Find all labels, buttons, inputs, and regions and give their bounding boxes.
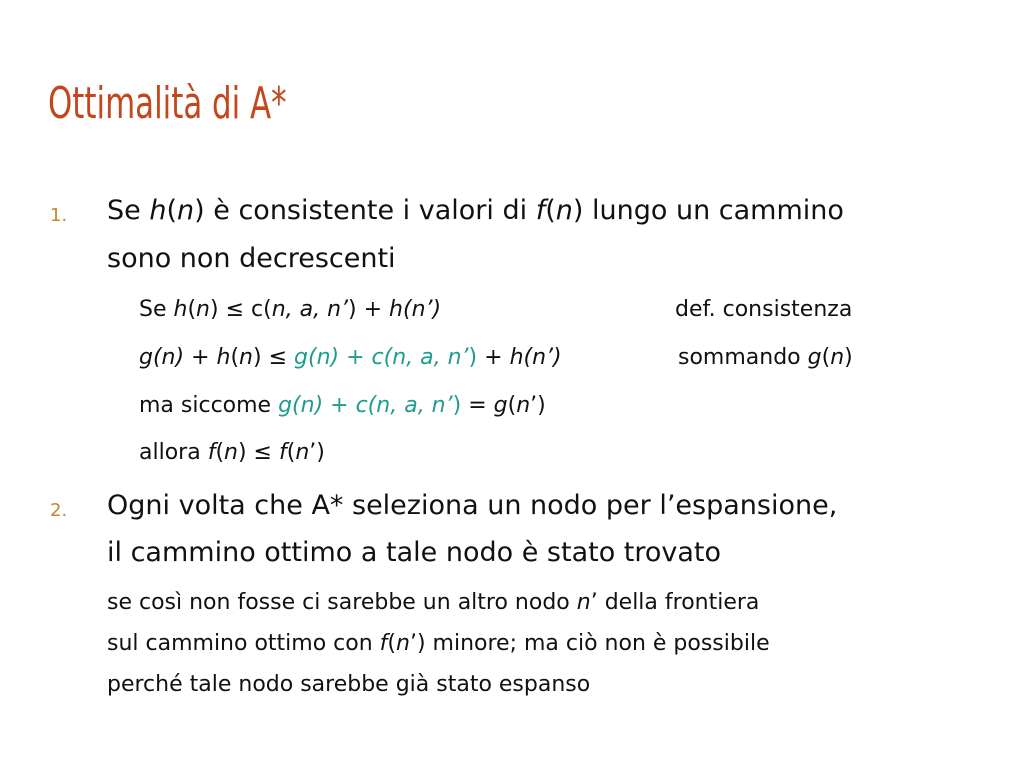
text: g xyxy=(493,393,508,418)
item1-line2: sono non decrescenti xyxy=(107,243,396,274)
item2-line2: il cammino ottimo a tale nodo è stato trovato xyxy=(107,537,722,568)
item-number: 2. xyxy=(50,500,68,521)
text: g(n) + c( xyxy=(278,393,377,418)
text: ) xyxy=(468,345,478,370)
text: sul cammino ottimo con xyxy=(107,631,380,656)
item2-note3: perché tale nodo sarebbe già stato espanso xyxy=(107,672,591,697)
text: allora xyxy=(139,440,208,465)
slide-title: Ottimalità di A* xyxy=(48,78,287,129)
item-number: 1. xyxy=(50,205,68,226)
text: ( xyxy=(387,631,397,656)
text: g xyxy=(807,345,822,370)
item2-note1 xyxy=(107,590,759,615)
text: ) xyxy=(844,345,853,370)
item2-line1: Ogni volta che A* seleziona un nodo per l’espansione, xyxy=(107,490,838,521)
text: ) ≤ c( xyxy=(210,297,272,322)
text: n xyxy=(224,440,238,465)
text: ( xyxy=(230,345,240,370)
text: ( xyxy=(507,393,517,418)
text: ) ≤ xyxy=(253,345,295,370)
text: ( xyxy=(821,345,831,370)
conclusion-line xyxy=(139,440,325,465)
text: = xyxy=(461,393,494,418)
text: Se xyxy=(107,195,150,226)
text: ) xyxy=(452,393,462,418)
text: h xyxy=(173,297,188,322)
text: g(n) + c( xyxy=(294,345,393,370)
text: ’) xyxy=(530,393,546,418)
text: n, a, n’ xyxy=(271,297,349,322)
text: n, a, n’ xyxy=(392,345,469,370)
text: Se xyxy=(139,297,174,322)
text: ( xyxy=(187,297,197,322)
text: n, a, n’ xyxy=(376,393,453,418)
text: ( xyxy=(286,440,296,465)
text: sommando xyxy=(678,345,808,370)
text: ) lungo un cammino xyxy=(572,195,844,226)
item1-line1 xyxy=(107,195,844,226)
text: h xyxy=(216,345,231,370)
text: ’) xyxy=(309,440,325,465)
text: f xyxy=(279,440,287,465)
text: ( xyxy=(215,440,225,465)
text: n xyxy=(396,631,410,656)
text: ’ della frontiera xyxy=(590,590,760,615)
text: + xyxy=(477,345,510,370)
text: g(n) xyxy=(139,345,185,370)
text: n xyxy=(516,393,531,418)
text: ) ≤ xyxy=(237,440,279,465)
note-def-consistenza: def. consistenza xyxy=(675,297,853,322)
text: ( xyxy=(545,195,556,226)
text: n xyxy=(555,195,573,226)
text: h xyxy=(149,195,167,226)
text: n xyxy=(576,590,591,615)
since-equality xyxy=(139,393,546,418)
text: h(n’) xyxy=(509,345,562,370)
text: n xyxy=(177,195,195,226)
sum-inequality xyxy=(139,345,562,370)
note-sommando xyxy=(678,345,853,370)
text: ’) minore; ma ciò non è possibile xyxy=(409,631,770,656)
text: ma siccome xyxy=(139,393,279,418)
consistency-definition xyxy=(139,297,441,322)
text: n xyxy=(196,297,210,322)
text: + xyxy=(184,345,217,370)
text: f xyxy=(379,631,388,656)
text: ( xyxy=(166,195,178,226)
text: h(n’) xyxy=(389,297,442,322)
item2-note2 xyxy=(107,631,770,656)
text: n xyxy=(295,440,310,465)
text: f xyxy=(535,195,546,226)
text: f xyxy=(207,440,216,465)
text: se così non fosse ci sarebbe un altro nodo xyxy=(107,590,577,615)
text: n xyxy=(830,345,845,370)
text: n xyxy=(239,345,253,370)
text: ) è consistente i valori di xyxy=(194,195,536,226)
text: ) + xyxy=(348,297,390,322)
